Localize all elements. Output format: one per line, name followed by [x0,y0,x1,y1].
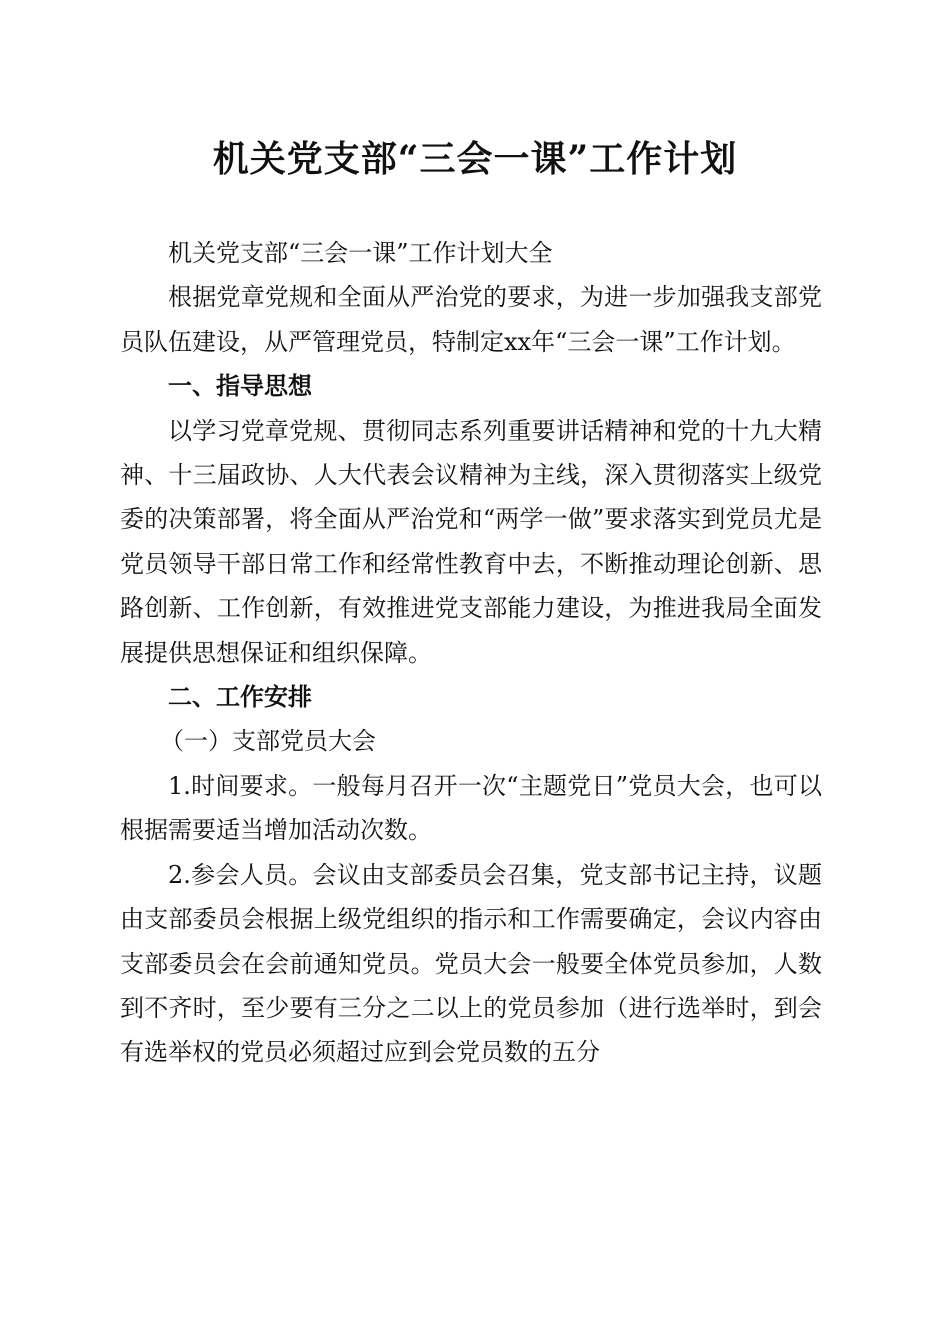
section-heading-guiding-ideology: 一、指导思想 [168,372,312,401]
paragraph-intro: 根据党章党规和全面从严治党的要求，为进一步加强我支部党员队伍建设，从严管理党员，特制定xx年“三会一课”工作计划。 [120,283,822,356]
section-heading-work-arrangement: 二、工作安排 [168,683,312,712]
paragraph-participants: 2.参会人员。会议由支部委员会召集，党支部书记主持，议题由支部委员会根据上级党组织的指示和工作需要确定，会议内容由支部委员会在会前通知党员。党员大会一般要全体党员参加，人数到不齐时，至少要有三分之二以上的党员参加（进行选举时，到会有选举权的党员必须超过应到会党员数的五分 [120,860,822,1067]
document-title: 机关党支部“三会一课”工作计划 [212,138,738,180]
paragraph-time-requirement: 1.时间要求。一般每月召开一次“主题党日”党员大会，也可以根据需要适当增加活动次数。 [120,771,822,845]
paragraph-guiding-ideology: 以学习党章党规、贯彻同志系列重要讲话精神和党的十九大精神、十三届政协、人大代表会议精神为主线，深入贯彻落实上级党委的决策部署，将全面从严治党和“两学一做”要求落实到党员尤是党员领导干部日常工作和经常性教育中去，不断推动理论创新、思路创新、工作创新，有效推进党支部能力建设，为推进我局全面发展提供思想保证和组织保障。 [120,416,822,667]
document-body [120,231,822,1075]
subsection-heading-party-congress: （一）支部党员大会 [160,727,376,756]
paragraph-intro-title: 机关党支部“三会一课”工作计划大全 [168,239,553,267]
